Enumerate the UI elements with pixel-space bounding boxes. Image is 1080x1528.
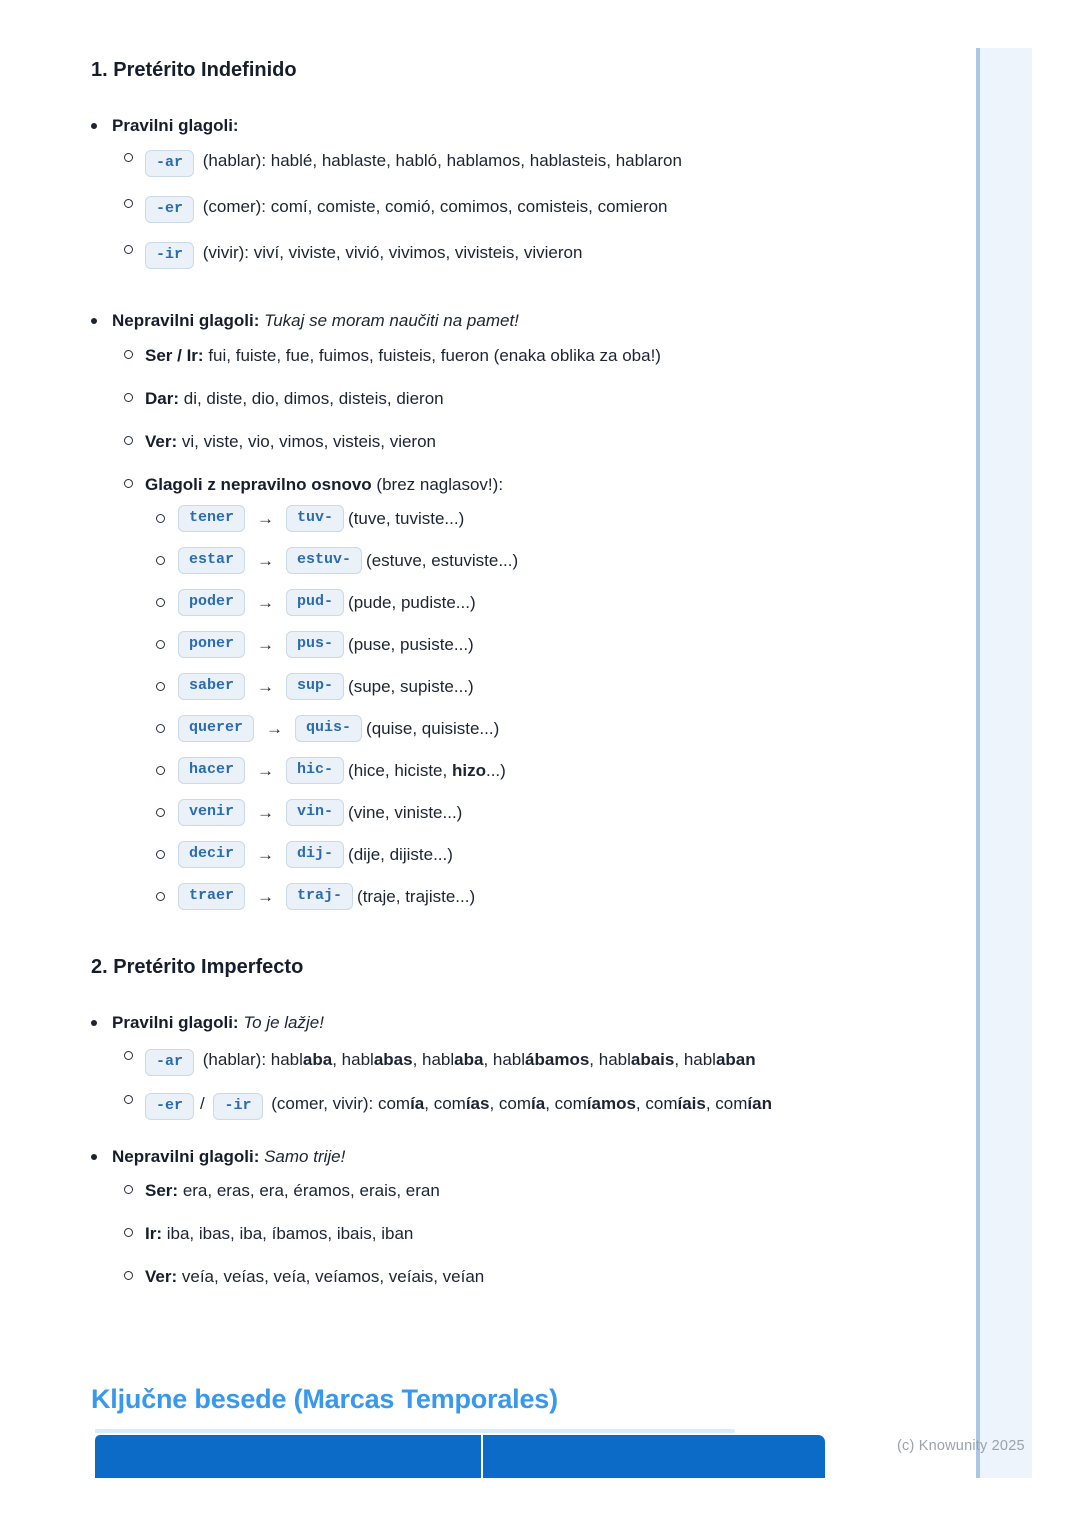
list-item xyxy=(124,238,881,269)
stem-row xyxy=(156,505,848,532)
stem-row xyxy=(156,631,848,658)
verb-ending-badge: -ir xyxy=(213,1093,262,1120)
circle-bullet-icon xyxy=(124,238,145,269)
stem-badge: traj- xyxy=(286,883,353,910)
circle-bullet-icon xyxy=(156,640,178,649)
stems-label: Glagoli z nepravilno osnovo xyxy=(145,475,372,494)
list-item xyxy=(124,388,881,410)
conjugation-text: era, eras, era, éramos, erais, eran xyxy=(182,1181,440,1200)
irregular-verbs-block-indefinido xyxy=(91,310,881,925)
arrow-icon: → xyxy=(257,592,275,612)
infinitive-badge: saber xyxy=(178,673,245,700)
circle-bullet-icon xyxy=(156,682,178,691)
verb-ending-badge: -er xyxy=(145,1093,194,1120)
list-item xyxy=(124,1223,881,1245)
infinitive-badge: hacer xyxy=(178,757,245,784)
stem-row xyxy=(156,841,848,868)
infinitive-badge: estar xyxy=(178,547,245,574)
stem-badge: hic- xyxy=(286,757,344,784)
stem-row xyxy=(156,589,848,616)
stem-row xyxy=(156,547,848,574)
infinitive-badge: tener xyxy=(178,505,245,532)
list-item xyxy=(124,1180,881,1202)
conjugation-text: (hablar): hablaba, hablabas, hablaba, hablábamos, hablabais, hablaban xyxy=(202,1050,756,1069)
stem-badge: tuv- xyxy=(286,505,344,532)
circle-bullet-icon xyxy=(124,192,145,223)
verb-label: Dar: xyxy=(145,389,180,408)
example-text: (supe, supiste...) xyxy=(348,676,474,696)
stem-row xyxy=(156,799,848,826)
stem-row xyxy=(156,757,848,784)
circle-bullet-icon xyxy=(156,850,178,859)
circle-bullet-icon xyxy=(124,388,145,410)
arrow-icon: → xyxy=(257,760,275,780)
stem-badge: vin- xyxy=(286,799,344,826)
arrow-icon: → xyxy=(257,676,275,696)
circle-bullet-icon xyxy=(124,1044,145,1076)
document-content xyxy=(91,58,881,1309)
irregular-stems-block xyxy=(124,474,881,925)
stem-badge: pud- xyxy=(286,589,344,616)
verb-ending-badge: -ar xyxy=(145,150,194,177)
slash-separator: / xyxy=(200,1094,205,1113)
verb-ending-badge: -er xyxy=(145,196,194,223)
list-item xyxy=(124,1266,881,1288)
conjugation-text: di, diste, dio, dimos, disteis, dieron xyxy=(183,389,444,408)
list-item xyxy=(124,1088,881,1120)
conjugation-text: iba, ibas, iba, íbamos, ibais, iban xyxy=(166,1224,414,1243)
circle-bullet-icon xyxy=(124,1266,145,1288)
conjugation-text: (comer, vivir): comía, comías, comía, comíamos, comíais, comían xyxy=(271,1094,772,1113)
regular-verbs-block-indefinido xyxy=(91,115,881,284)
arrow-icon: → xyxy=(257,550,275,570)
keywords-heading: Ključne besede (Marcas Temporales) xyxy=(91,1384,558,1415)
stem-badge: sup- xyxy=(286,673,344,700)
only-three-note: Samo trije! xyxy=(264,1147,346,1166)
arrow-icon: → xyxy=(257,634,275,654)
irregular-verbs-list xyxy=(112,1180,881,1288)
circle-bullet-icon xyxy=(124,1088,145,1120)
verb-label: Ver: xyxy=(145,1267,178,1286)
stem-row xyxy=(156,715,848,742)
circle-bullet-icon xyxy=(156,808,178,817)
arrow-icon: → xyxy=(257,508,275,528)
arrow-icon: → xyxy=(257,802,275,822)
table-top-edge xyxy=(95,1429,735,1433)
example-text: (traje, trajiste...) xyxy=(357,886,476,906)
circle-bullet-icon xyxy=(124,474,145,925)
example-text: (hice, hiciste, hizo...) xyxy=(348,760,506,780)
regular-verbs-label: Pravilni glagoli: xyxy=(112,116,239,135)
list-item xyxy=(124,192,881,223)
arrow-icon: → xyxy=(257,886,275,906)
conjugation-text: fui, fuiste, fue, fuimos, fuisteis, fueron (enaka oblika za oba!) xyxy=(208,346,661,365)
example-text: (estuve, estuviste...) xyxy=(366,550,519,570)
example-text: (puse, pusiste...) xyxy=(348,634,474,654)
verb-ending-badge: -ar xyxy=(145,1049,194,1076)
stem-badge: pus- xyxy=(286,631,344,658)
stem-badge: quis- xyxy=(295,715,362,742)
irregular-verbs-list xyxy=(112,345,881,453)
bullet-icon xyxy=(91,1146,112,1309)
stem-row xyxy=(156,883,848,910)
bullet-icon xyxy=(91,310,112,925)
verb-label: Ser / Ir: xyxy=(145,346,204,365)
circle-bullet-icon xyxy=(124,146,145,177)
stem-badge: estuv- xyxy=(286,547,362,574)
conjugation-text: vi, viste, vio, vimos, visteis, vieron xyxy=(181,432,436,451)
arrow-icon: → xyxy=(266,718,284,738)
verb-ending-badge: -ir xyxy=(145,242,194,269)
circle-bullet-icon xyxy=(124,345,145,367)
arrow-icon: → xyxy=(257,844,275,864)
irregular-verbs-block-imperfecto xyxy=(91,1146,881,1309)
infinitive-badge: poner xyxy=(178,631,245,658)
memorize-note: Tukaj se moram naučiti na pamet! xyxy=(264,311,519,330)
list-item xyxy=(124,146,881,177)
section1-title: 1. Pretérito Indefinido xyxy=(91,59,297,81)
knowunity-watermark: (c) Knowunity 2025 xyxy=(897,1438,1025,1454)
list-item xyxy=(124,431,881,453)
stem-row xyxy=(156,673,848,700)
regular-verbs-block-imperfecto xyxy=(91,1012,881,1120)
conjugation-text: veía, veías, veía, veíamos, veíais, veían xyxy=(181,1267,485,1286)
table-header-cell xyxy=(483,1435,825,1478)
section2-title: 2. Pretérito Imperfecto xyxy=(91,956,304,978)
irregular-verbs-label: Nepravilni glagoli: Samo trije! xyxy=(112,1147,346,1166)
circle-bullet-icon xyxy=(156,556,178,565)
stems-suffix: (brez naglasov!): xyxy=(371,475,504,494)
circle-bullet-icon xyxy=(156,892,178,901)
example-text: (dije, dijiste...) xyxy=(348,844,453,864)
irregular-verbs-label: Nepravilni glagoli: Tukaj se moram naučiti na pamet! xyxy=(112,311,519,330)
list-item xyxy=(124,1044,881,1076)
stem-badge: dij- xyxy=(286,841,344,868)
conjugation-text: (comer): comí, comiste, comió, comimos, comisteis, comieron xyxy=(202,197,668,216)
bullet-icon xyxy=(91,1012,112,1120)
infinitive-badge: poder xyxy=(178,589,245,616)
stems-list xyxy=(145,505,848,910)
circle-bullet-icon xyxy=(156,514,178,523)
infinitive-badge: traer xyxy=(178,883,245,910)
circle-bullet-icon xyxy=(156,766,178,775)
circle-bullet-icon xyxy=(124,1223,145,1245)
circle-bullet-icon xyxy=(156,598,178,607)
easier-note: To je lažje! xyxy=(243,1013,324,1032)
circle-bullet-icon xyxy=(124,1180,145,1202)
verb-label: Ver: xyxy=(145,432,178,451)
infinitive-badge: venir xyxy=(178,799,245,826)
example-text: (vine, viniste...) xyxy=(348,802,463,822)
page-edge-strip xyxy=(976,48,1032,1478)
example-text: (tuve, tuviste...) xyxy=(348,508,465,528)
conjugation-text: (hablar): hablé, hablaste, habló, hablamos, hablasteis, hablaron xyxy=(202,151,682,170)
example-text: (pude, pudiste...) xyxy=(348,592,476,612)
bullet-icon xyxy=(91,115,112,284)
keywords-table-header xyxy=(95,1435,825,1478)
list-item xyxy=(124,345,881,367)
regular-verbs-label: Pravilni glagoli: To je lažje! xyxy=(112,1013,324,1032)
infinitive-badge: querer xyxy=(178,715,254,742)
infinitive-badge: decir xyxy=(178,841,245,868)
regular-verbs-list xyxy=(112,146,881,269)
verb-label: Ser: xyxy=(145,1181,179,1200)
conjugation-text: (vivir): viví, viviste, vivió, vivimos, vivisteis, vivieron xyxy=(202,243,583,262)
verb-label: Ir: xyxy=(145,1224,162,1243)
circle-bullet-icon xyxy=(124,431,145,453)
circle-bullet-icon xyxy=(156,724,178,733)
table-header-cell xyxy=(95,1435,481,1478)
example-text: (quise, quisiste...) xyxy=(366,718,500,738)
